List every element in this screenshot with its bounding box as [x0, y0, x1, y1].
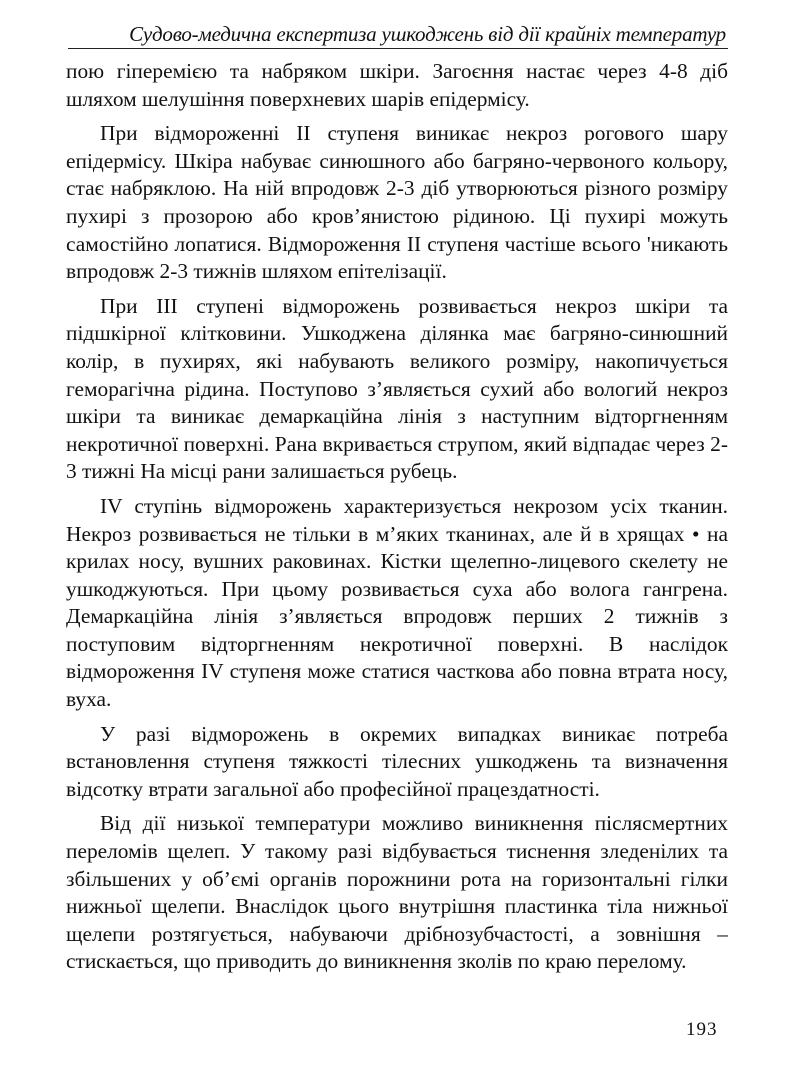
- paragraph-frostbite-degree-2: При відмороженні II ступеня виникає некроз рогового шару епідермісу. Шкіра набуває синюшного або багряно-червоного кольору, стає набряклою. На ній впродовж 2-3 діб утворюються різного розміру пухирі з прозорою або кров’янистою рідиною. Ці пухирі можуть самостійно лопатися. Відмороження II ступеня частіше всього 'никають впродовж 2-3 тижнів шляхом епітелізації.: [66, 121, 728, 284]
- page-number: 193: [686, 1019, 718, 1040]
- paragraph-injury-severity: У разі відморожень в окремих випадках виникає потреба встановлення ступеня тяжкості тілесних ушкоджень та визначення відсотку втрати загальної або професійної працездатності.: [66, 721, 728, 801]
- running-header: [68, 22, 728, 49]
- paragraph-frostbite-degree-3: При III ступені відморожень розвивається некроз шкіри та підшкірної клітковини. Ушкоджена ділянка має багряно-синюшний колір, в пухирях, які набувають великого розміру, накопичується геморагічна рідина. Поступово з’являється сухий або вологий некроз шкіри та виникає демаркаційна лінія з наступним відторгненням некротичної поверхні. Рана вкривається струпом, який відпадає через 2-3 тижні На місці рани залишається рубець.: [66, 293, 728, 484]
- paragraph-continuation: пою гіперемією та набряком шкіри. Загоєння настає через 4-8 діб шляхом шелушіння поверхневих шарів епідермісу.: [66, 59, 728, 111]
- running-title: Судово-медична експертиза ушкоджень від дії крайніх температур: [129, 22, 726, 46]
- paragraph-frostbite-degree-4: IV ступінь відморожень характеризується некрозом усіх тканин. Некроз розвивається не тільки в м’яких тканинах, але й в хрящах • на крилах носу, вушних раковинах. Кістки щелепно-лицевого скелету не ушкоджуються. При цьому розвивається суха або волога гангрена. Демаркаційна лінія з’являється впродовж перших 2 тижнів з поступовим відторгненням некротичної поверхні. В наслідок відмороження IV ступеня може статися часткова або повна втрата носу, вуха.: [66, 493, 728, 712]
- paragraph-postmortem-fractures: Від дії низької температури можливо виникнення післясмертних переломів щелеп. У такому разі відбувається тиснення зледенілих та збільшених у об’ємі органів порожнини рота на горизонтальні гілки нижньої щелепи. Внаслідок цього внутрішня пластинка тіла нижньої щелепи розтягується, набуваючи дрібнозубчастості, а зовнішня – стискається, що приводить до виникнення зколів по краю перелому.: [66, 811, 728, 974]
- body-text: [66, 58, 728, 983]
